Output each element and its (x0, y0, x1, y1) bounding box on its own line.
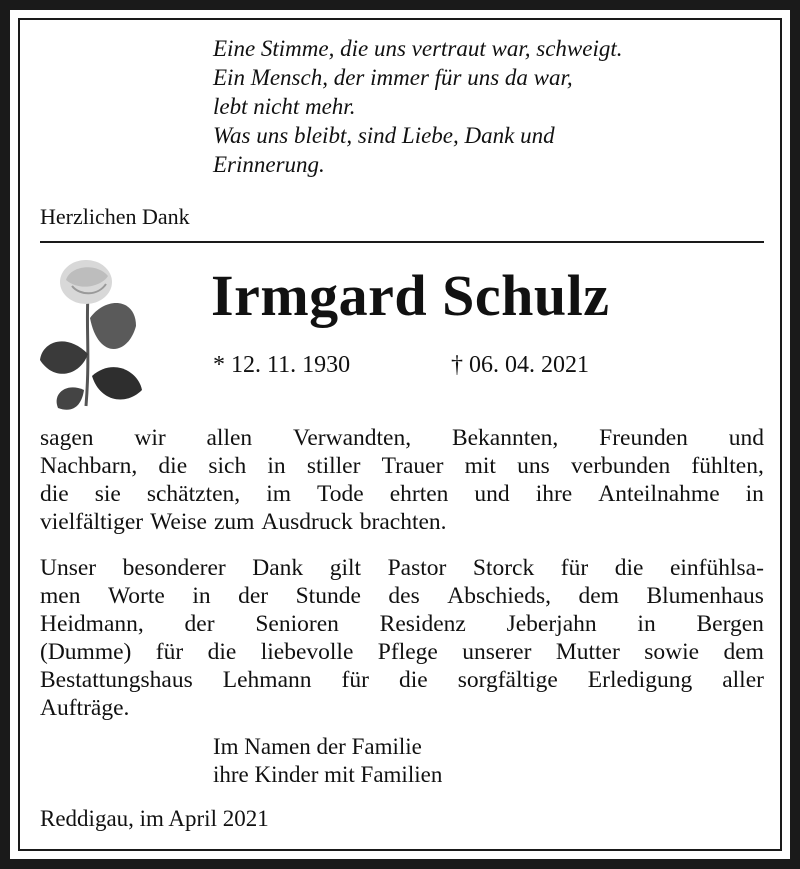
word: Stunde (295, 583, 361, 609)
word: die (40, 481, 69, 507)
divider (40, 241, 764, 243)
word: für (155, 639, 184, 665)
word: mit (464, 453, 496, 479)
word: sowie (644, 639, 700, 665)
word: verbunden (571, 453, 671, 479)
word: Bergen (696, 611, 764, 637)
paragraph-line (40, 694, 764, 722)
word: im (266, 481, 291, 507)
word: und (728, 425, 764, 451)
word: Abschieds, (447, 583, 551, 609)
word: die (398, 667, 428, 693)
poem-line: Eine Stimme, die uns vertraut war, schweigt. (213, 36, 623, 61)
word: sie (94, 481, 121, 507)
word: aller (722, 667, 764, 693)
word: Pflege (377, 639, 438, 665)
poem-line: lebt nicht mehr. (213, 94, 356, 119)
word: Jeberjahn (506, 611, 597, 637)
paragraph-line (40, 638, 764, 666)
word: sagen (40, 425, 94, 451)
word: dem (578, 583, 619, 609)
signature-line-1: Im Namen der Familie (213, 734, 422, 759)
word: wir (134, 425, 166, 451)
paragraph-line (40, 610, 764, 638)
word: der (184, 611, 215, 637)
word: Verwandten, (293, 425, 412, 451)
signature (213, 733, 442, 789)
birth-date: * 12. 11. 1930 (213, 352, 351, 378)
word: Senioren (255, 611, 339, 637)
word: für (341, 667, 369, 693)
word: Trauer (381, 453, 444, 479)
word: liebevolle (260, 639, 354, 665)
signature-line-2: ihre Kinder mit Familien (213, 762, 443, 787)
death-date: † 06. 04. 2021 (451, 352, 589, 378)
word: vielfältiger (40, 509, 144, 535)
deceased-name: Irmgard Schulz (211, 263, 610, 328)
word: die (614, 555, 644, 581)
word: ehrten (389, 481, 449, 507)
word: Ausdruck (261, 509, 353, 535)
word: Worte (107, 583, 165, 609)
word: einfühlsa- (669, 555, 764, 581)
word: Heidmann, (40, 611, 144, 637)
poem (213, 34, 773, 179)
paragraph-line (40, 554, 764, 582)
paragraph-line (40, 480, 764, 508)
word: besonderer (122, 555, 226, 581)
word: gilt (329, 555, 362, 581)
word: der (238, 583, 269, 609)
word: ihre (535, 481, 573, 507)
word: zum (213, 509, 255, 535)
word: dem (723, 639, 764, 665)
word: Mutter (555, 639, 620, 665)
special-thanks-paragraph (40, 554, 764, 722)
word: Aufträge. (40, 695, 130, 721)
paragraph-line (40, 452, 764, 480)
word: des (388, 583, 420, 609)
word: Storck (472, 555, 535, 581)
word: Dank (252, 555, 304, 581)
word: Weise (150, 509, 207, 535)
life-dates (213, 352, 589, 379)
word: die (207, 639, 237, 665)
paragraph-line (40, 582, 764, 610)
word: men (40, 583, 81, 609)
word: Freunden (599, 425, 688, 451)
word: für (560, 555, 589, 581)
word: unserer (462, 639, 532, 665)
word: Pastor (387, 555, 447, 581)
paragraph-line (40, 508, 764, 536)
word: Lehmann (222, 667, 312, 693)
word: allen (206, 425, 253, 451)
word: sorgfältige (457, 667, 558, 693)
word: in (192, 583, 211, 609)
thanks-paragraph (40, 424, 764, 536)
word: Residenz (379, 611, 466, 637)
thanks-heading: Herzlichen Dank (40, 204, 190, 229)
paragraph-line (40, 424, 764, 452)
place-date: Reddigau, im April 2021 (40, 806, 269, 831)
word: sich (208, 453, 247, 479)
word: die (158, 453, 188, 479)
word: und (474, 481, 510, 507)
word: in (267, 453, 286, 479)
word: Tode (317, 481, 364, 507)
word: in (745, 481, 764, 507)
word: Unser (40, 555, 97, 581)
word: Erledigung (587, 667, 693, 693)
poem-line: Was uns bleibt, sind Liebe, Dank und (213, 123, 555, 148)
word: Blumenhaus (646, 583, 764, 609)
paragraph-line (40, 666, 764, 694)
poem-line: Ein Mensch, der immer für uns da war, (213, 65, 573, 90)
poem-line: Erinnerung. (213, 152, 325, 177)
word: brachten. (359, 509, 447, 535)
word: Anteilnahme (598, 481, 720, 507)
word: (Dumme) (40, 639, 132, 665)
word: fühlten, (691, 453, 764, 479)
word: in (637, 611, 656, 637)
word: stiller (306, 453, 361, 479)
word: schätzten, (146, 481, 241, 507)
word: uns (517, 453, 550, 479)
word: Bestattungshaus (40, 667, 193, 693)
word: Nachbarn, (40, 453, 138, 479)
rose-icon (36, 256, 148, 414)
word: Bekannten, (451, 425, 559, 451)
